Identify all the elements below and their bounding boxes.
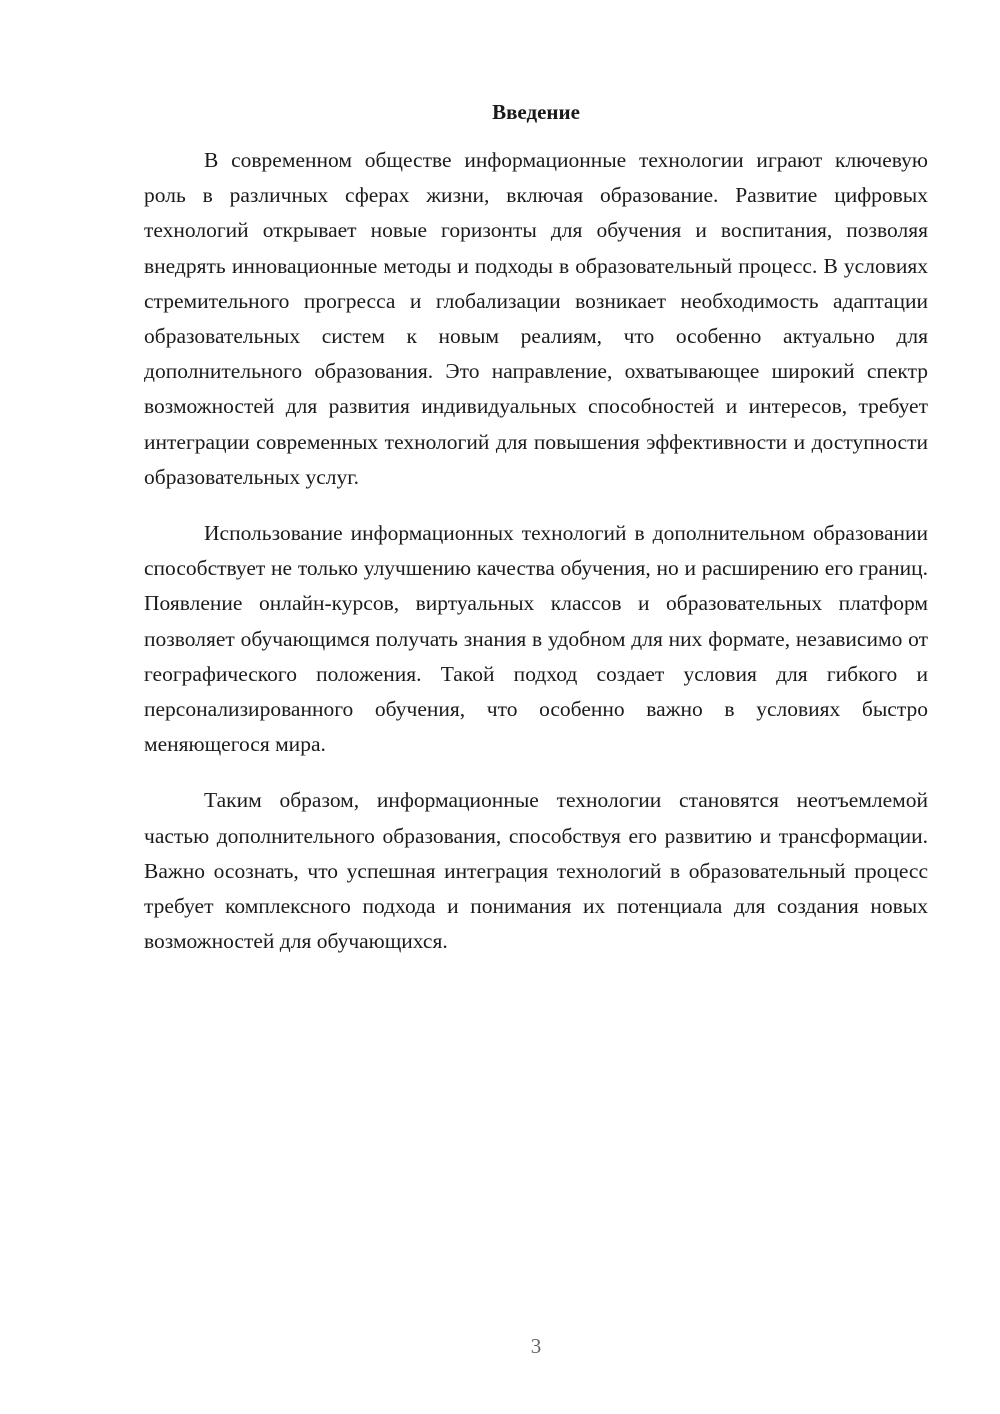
paragraph-3: Таким образом, информационные технологии становятся неотъемлемой частью дополнительного образования, способствуя его развитию и трансформации. Важно осознать, что успешная интеграция технологий в образовательный процесс требует комплексного подхода и понимания их потенциала для создания новых возможностей для обучающихся.	[144, 788, 928, 954]
body-text	[144, 143, 928, 959]
paragraph-1: В современном обществе информационные технологии играют ключевую роль в различных сферах жизни, включая образование. Развитие цифровых технологий открывает новые горизонты для обучения и воспитания, позволяя внедрять инновационные методы и подходы в образовательный процесс. В условиях стремительного прогресса и глобализации возникает необходимость адаптации образовательных систем к новым реалиям, что особенно актуально для дополнительного образования. Это направление, охватывающее широкий спектр возможностей для развития индивидуальных способностей и интересов, требует интеграции современных технологий для повышения эффективности и доступности образовательных услуг.	[144, 148, 928, 489]
page-number: 3	[530, 1334, 542, 1358]
paragraph-2: Использование информационных технологий в дополнительном образовании способствует не только улучшению качества обучения, но и расширению его границ. Появление онлайн-курсов, виртуальных классов и образовательных платформ позволяет обучающимся получать знания в удобном для них формате, независимо от географического положения. Такой подход создает условия для гибкого и персонализированного обучения, что особенно важно в условиях быстро меняющегося мира.	[144, 521, 928, 757]
page-title: Введение	[492, 100, 580, 124]
